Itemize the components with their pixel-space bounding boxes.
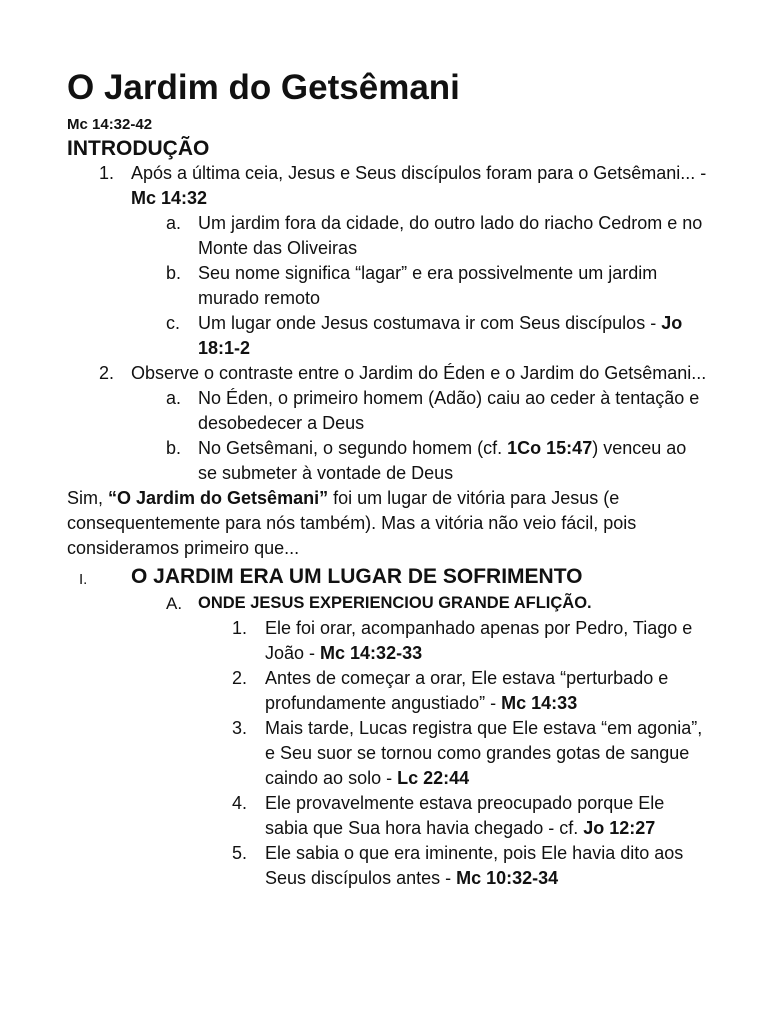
section-item-text: Ele provavelmente estava preocupado porque Ele sabia que Sua hora havia chegado - cf.	[265, 793, 665, 838]
section-heading-text: O JARDIM ERA UM LUGAR DE SOFRIMENTO	[131, 565, 583, 588]
bible-reference: 1Co 15:47	[507, 438, 593, 458]
section-item-text: Mais tarde, Lucas registra que Ele estava “em agonia”, e Seu suor se tornou como grandes gotas de sangue caindo ao solo -	[265, 718, 703, 788]
list-marker: a.	[166, 388, 182, 408]
section-item-text: Ele foi orar, acompanhado apenas por Pedro, Tiago e João -	[265, 618, 693, 663]
subitem-text: Um lugar onde Jesus costumava ir com Seus discípulos -	[198, 313, 662, 333]
bible-reference: Jo 12:27	[583, 818, 656, 838]
subsection-heading-text: ONDE JESUS EXPERIENCIOU GRANDE AFLIÇÃO.	[198, 594, 592, 612]
list-marker: b.	[166, 438, 182, 458]
list-marker: 1.	[99, 163, 115, 183]
subitem-text: ) venceu ao se submeter à vontade de Deus	[198, 438, 687, 483]
list-marker: 1.	[232, 618, 248, 638]
bible-reference: Mc 14:32	[131, 188, 208, 208]
intro-item-text: Após a última ceia, Jesus e Seus discípulos foram para o Getsêmani... -	[131, 163, 707, 183]
subitem-text: Seu nome significa “lagar” e era possivelmente um jardim murado remoto	[198, 263, 658, 308]
bible-reference: Mc 10:32-34	[456, 868, 559, 888]
list-marker: b.	[166, 263, 182, 283]
subsection-heading	[67, 591, 707, 616]
intro-subitem-2b	[67, 436, 707, 486]
list-marker: 4.	[232, 793, 248, 813]
document-page	[67, 68, 707, 891]
bible-reference: Mc 14:33	[501, 693, 578, 713]
section-item-2	[67, 666, 707, 716]
list-marker: 2.	[99, 363, 115, 383]
section-item-5	[67, 841, 707, 891]
section-item-3	[67, 716, 707, 791]
intro-item-1	[67, 161, 707, 211]
scripture-reference: Mc 14:32-42	[67, 116, 153, 133]
intro-subitem-1c	[67, 311, 707, 361]
list-marker: 3.	[232, 718, 248, 738]
intro-subitem-2a	[67, 386, 707, 436]
paragraph-emphasis: “O Jardim do Getsêmani”	[108, 488, 329, 508]
section-item-1	[67, 616, 707, 666]
subitem-text: No Éden, o primeiro homem (Adão) caiu ao ceder à tentação e desobedecer a Deus	[198, 388, 700, 433]
list-marker: c.	[166, 313, 181, 333]
intro-item-text: Observe o contraste entre o Jardim do Éden e o Jardim do Getsêmani...	[131, 363, 707, 383]
list-marker: 5.	[232, 843, 248, 863]
page-title: O Jardim do Getsêmani	[67, 68, 460, 107]
intro-heading: INTRODUÇÃO	[67, 137, 210, 160]
intro-subitem-1b	[67, 261, 707, 311]
subitem-text: No Getsêmani, o segundo homem (cf.	[198, 438, 508, 458]
intro-item-2	[67, 361, 707, 386]
bible-reference: Lc 22:44	[397, 768, 470, 788]
section-marker: I.	[79, 571, 88, 588]
body-paragraph	[67, 486, 707, 561]
paragraph-text: foi um lugar de vitória para Jesus (e consequentemente para nós também). Mas a vitória não veio fácil, pois consideramos primeiro que...	[67, 488, 637, 558]
section-item-4	[67, 791, 707, 841]
paragraph-text: Sim,	[67, 488, 109, 508]
bible-reference: Jo 18:1-2	[198, 313, 683, 358]
section-heading	[67, 563, 707, 591]
section-item-text: Antes de começar a orar, Ele estava “perturbado e profundamente angustiado” -	[265, 668, 669, 713]
intro-subitem-1a	[67, 211, 707, 261]
subsection-marker: A.	[166, 594, 183, 613]
list-marker: 2.	[232, 668, 248, 688]
subitem-text: Um jardim fora da cidade, do outro lado do riacho Cedrom e no Monte das Oliveiras	[198, 213, 703, 258]
list-marker: a.	[166, 213, 182, 233]
bible-reference: Mc 14:32-33	[320, 643, 423, 663]
section-item-text: Ele sabia o que era iminente, pois Ele havia dito aos Seus discípulos antes -	[265, 843, 684, 888]
